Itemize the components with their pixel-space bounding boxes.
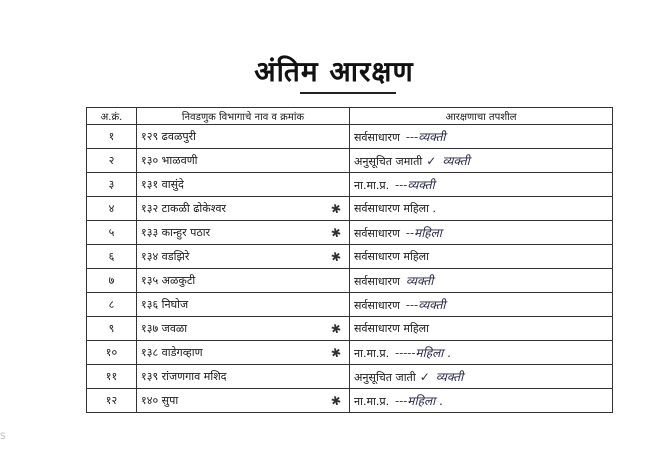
row-number: ९: [87, 317, 137, 341]
row-number: २: [87, 149, 137, 173]
reservation-detail: अनुसूचित जमाती: [354, 155, 423, 168]
reservation-detail: ना.मा.प्र.: [354, 395, 390, 408]
asterisk-mark-icon: ✱: [329, 248, 343, 265]
division-name-cell: [137, 245, 350, 269]
division-name: १३३ कान्हुर पठार: [141, 226, 211, 239]
division-name: १३८ वाडेगव्हाण: [141, 346, 203, 359]
row-number: ४: [87, 197, 137, 221]
row-number: ३: [87, 173, 137, 197]
reservation-detail: अनुसूचित जाती: [354, 371, 416, 384]
reservation-detail-cell: [350, 173, 613, 197]
division-name: १३२ टाकळी ढोकेश्वर: [141, 202, 226, 215]
reservation-detail: सर्वसाधारण: [354, 299, 400, 312]
page-title: अंतिम आरक्षण: [254, 55, 414, 88]
row-number: ६: [87, 245, 137, 269]
division-name-cell: [137, 149, 350, 173]
row-number: ५: [87, 221, 137, 245]
reservation-detail-cell: [350, 245, 613, 269]
division-name: १४० सुपा: [141, 394, 179, 407]
division-name-cell: [137, 221, 350, 245]
division-name-cell: [137, 197, 350, 221]
table-row: [87, 245, 613, 269]
reservation-detail-cell: [350, 317, 613, 341]
reservation-detail-cell: [350, 149, 613, 173]
check-mark-icon: ✓: [426, 154, 437, 168]
division-name: १३१ वासुंदे: [141, 178, 184, 191]
row-number: ११: [87, 365, 137, 389]
division-name-cell: [137, 173, 350, 197]
division-name: १३७ जवळा: [141, 322, 188, 335]
division-name-cell: [137, 341, 350, 365]
table-row: [87, 221, 613, 245]
row-number: १२: [87, 389, 137, 413]
handwritten-note: ---व्यक्ती: [395, 178, 435, 192]
division-name: १३९ रांजणगाव मशिद: [141, 370, 227, 383]
reservation-detail-cell: [350, 293, 613, 317]
reservation-detail: सर्वसाधारण: [354, 275, 400, 288]
division-name: १३४ वडझिरे: [141, 250, 190, 263]
table-row: [87, 341, 613, 365]
handwritten-note: व्यक्ती: [405, 274, 434, 288]
division-name: १३५ अळकुटी: [141, 274, 196, 287]
reservation-detail: सर्वसाधारण महिला: [354, 322, 429, 335]
division-name-cell: [137, 269, 350, 293]
asterisk-mark-icon: ✱: [329, 320, 343, 337]
asterisk-mark-icon: ✱: [329, 344, 343, 361]
reservation-detail: ना.मा.प्र.: [354, 347, 390, 360]
row-number: ७: [87, 269, 137, 293]
reservation-detail: सर्वसाधारण: [354, 131, 400, 144]
asterisk-mark-icon: ✱: [329, 200, 343, 217]
division-name-cell: [137, 125, 350, 149]
table-row: [87, 317, 613, 341]
table-row: [87, 125, 613, 149]
header-detail: आरक्षणाचा तपशील: [350, 108, 613, 125]
division-name-cell: [137, 365, 350, 389]
check-mark-icon: ✓: [419, 370, 430, 384]
corner-mark: S: [0, 432, 6, 442]
reservation-detail-cell: [350, 389, 613, 413]
table-row: [87, 293, 613, 317]
reservation-detail-cell: [350, 197, 613, 221]
asterisk-mark-icon: ✱: [329, 392, 343, 409]
handwritten-note: व्यक्ती: [435, 370, 464, 384]
reservation-detail-cell: [350, 365, 613, 389]
table-row: [87, 365, 613, 389]
header-no: अ.क्रं.: [87, 108, 137, 125]
reservation-detail-cell: [350, 125, 613, 149]
handwritten-note: ---व्यक्ती: [405, 298, 446, 312]
row-number: १०: [87, 341, 137, 365]
handwritten-note: व्यक्ती: [442, 154, 470, 168]
reservation-detail-cell: [350, 341, 613, 365]
header-name: निवडणुक विभागाचे नाव व क्रमांक: [137, 108, 350, 125]
division-name-cell: [137, 317, 350, 341]
handwritten-note: -----महिला .: [395, 346, 451, 360]
asterisk-mark-icon: ✱: [329, 224, 343, 241]
handwritten-note: ---महिला .: [395, 394, 443, 408]
row-number: १: [87, 125, 137, 149]
reservation-detail: ना.मा.प्र.: [354, 179, 390, 192]
table-row: [87, 173, 613, 197]
division-name: १३६ निघोज: [141, 298, 189, 311]
handwritten-note: --महिला: [405, 226, 442, 240]
table-row: [87, 197, 613, 221]
reservation-detail: सर्वसाधारण महिला: [354, 250, 429, 263]
reservation-detail-cell: [350, 221, 613, 245]
title-underline: [300, 92, 396, 94]
table-row: [87, 149, 613, 173]
reservation-detail: सर्वसाधारण महिला .: [354, 202, 436, 215]
division-name: १२९ ढवळपुरी: [141, 130, 196, 143]
reservation-detail-cell: [350, 269, 613, 293]
table-row: [87, 389, 613, 413]
division-name: १३० भाळवणी: [141, 154, 198, 167]
table-header-row: [87, 108, 613, 125]
division-name-cell: [137, 293, 350, 317]
row-number: ८: [87, 293, 137, 317]
reservation-table: [86, 107, 613, 413]
reservation-detail: सर्वसाधारण: [354, 227, 400, 240]
handwritten-note: ---व्यक्ती: [405, 130, 446, 144]
division-name-cell: [137, 389, 350, 413]
table-row: [87, 269, 613, 293]
